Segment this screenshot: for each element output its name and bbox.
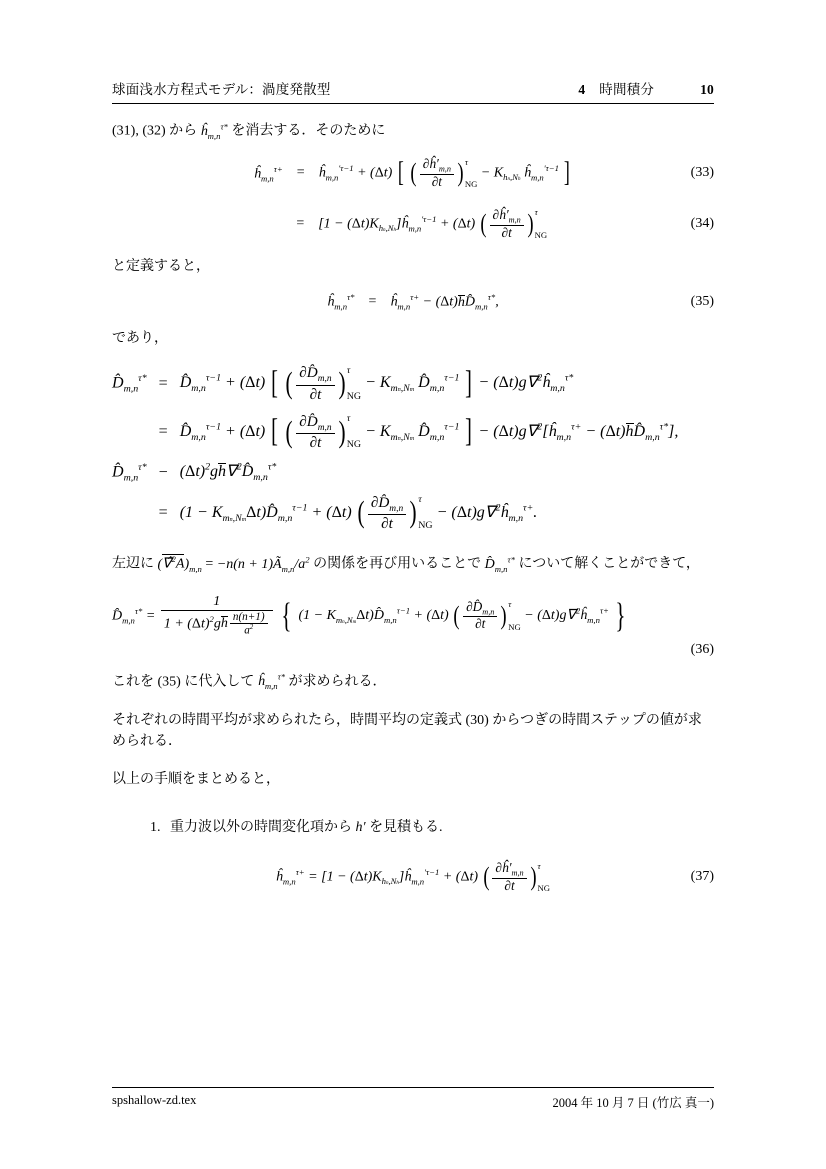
inline-math-hhat: $ĥ_{m,n}^{\tau*}$ — [200, 121, 228, 141]
equation-dhat-row4-relation: = — [158, 503, 168, 521]
equation-37-number: (37) — [690, 869, 714, 885]
equation-36 — [112, 594, 714, 638]
equation-35-lhs: $ĥ_{m,n}^{\tau*}$ — [327, 292, 355, 312]
equation-36-rhs: 1 $1 + (\Delta t)^2gh$ $\frac{n(n+1)}{a^2}$ { $(1 - K_{mn,Nm}\Delta t)D̂_{m,n}^{\tau-1} + (\Delta t)$ ( $\frac{\partial D̂_{m,n}}{\partial t}$ ) τ NG − $(\Delta t)g\nabla^2ĥ_{m,n}^{\tau+}$ } — [159, 594, 629, 638]
equation-block-dhat — [112, 359, 678, 537]
equation-33 — [112, 157, 714, 190]
paragraph-intro — [112, 120, 714, 143]
equation-dhat-row4 — [112, 489, 678, 538]
equation-dhat-row1-lhs: $D̂_{m,n}^{\tau*}$ — [112, 372, 147, 395]
page-footer — [112, 1087, 714, 1111]
paragraph-lhs-part2: = — [201, 556, 217, 572]
paragraph-summary-lead: 以上の手順をまとめると， — [112, 771, 280, 787]
equation-dhat-row1 — [112, 359, 678, 408]
equation-dhat-row2-relation: = — [158, 423, 168, 441]
inline-math-hprime: h′ — [355, 819, 366, 835]
equation-dhat-row4-rhs: $(1 - K_{mn,Nm}\Delta t)D̂_{m,n}^{\tau-1} + (\Delta t)$ ( $\frac{\partial D̂_{m,n}}{\partial t}$ ) τ NG − $(\Delta t)g\nabla^2ĥ_{m,n}^{\tau+}$. — [179, 493, 538, 533]
header-section-label: 時間積分 — [599, 82, 655, 97]
paragraph-time-average: それぞれの時間平均が求められたら，時間平均の定義式 (30) からつぎの時間ステップの値が求められる． — [112, 712, 702, 750]
equation-33-rhs: $ĥ_{m,n}^{'\tau-1} + (\Delta t)$ [ ( $\frac{\partial ĥ'_{m,n}}{\partial t}$ ) τ NG − $K_{hn,Nh}$ $ĥ_{m,n}^{'\tau-1}$ ] — [318, 155, 571, 190]
header-page-number: 10 — [700, 82, 714, 97]
paragraph-substitute-part2: が求められる． — [285, 674, 387, 690]
equation-dhat-row3-lhs: $D̂_{m,n}^{\tau*}$ — [112, 461, 147, 484]
procedure-step-1-text: 重力波以外の時間変化項から — [170, 819, 356, 835]
paragraph-substitute-part1: これを (35) に代入して — [112, 674, 258, 690]
paragraph-and: であり， — [112, 330, 168, 346]
equation-dhat-row3-rhs: $(\Delta t)^2gh\nabla^2D̂_{m,n}^{\tau*}$ — [179, 462, 277, 484]
equation-dhat-row1-rhs: $D̂_{m,n}^{\tau-1} + (\Delta t)$ [ ( $\frac{\partial D̂_{m,n}}{\partial t}$ ) τ NG − $K_{mn,Nm}$ $D̂_{m,n}^{\tau-1}$ ] − $(\Delta t)g\nabla^2ĥ_{m,n}^{\tau*}$ — [179, 364, 574, 403]
equation-block-33-34 — [112, 157, 714, 241]
paragraph-lhs-part4: について解くことができて， — [514, 556, 700, 572]
footer-filename: spshallow-zd.tex — [112, 1093, 197, 1107]
equation-dhat-row2 — [112, 408, 678, 457]
equation-34-number: (34) — [690, 216, 714, 232]
equation-block-36 — [112, 594, 714, 658]
equation-34-lhs — [279, 216, 297, 232]
equation-block-37 — [112, 861, 714, 894]
equation-35-rhs: $ĥ_{m,n}^{\tau+}$ − $(\Delta t)hD̂_{m,n}^{\tau*}$, — [390, 292, 499, 312]
equation-35-relation: = — [368, 293, 377, 309]
paragraph-lhs-part3: の関係を再び用いることで — [309, 556, 485, 572]
equation-block-35 — [112, 292, 714, 311]
equation-35 — [112, 292, 714, 311]
paragraph-intro-text: (31), (32) から — [112, 123, 201, 139]
footer-date-author: 2004 年 10 月 7 日 (竹広 真一) — [552, 1096, 714, 1110]
equation-dhat-row4-lhs — [112, 489, 159, 538]
inline-math-nabla-a: $(\nablâ^2A)_{m,n}$ — [157, 554, 202, 574]
equation-dhat-row2-rhs: $D̂_{m,n}^{\tau-1} + (\Delta t)$ [ ( $\frac{\partial D̂_{m,n}}{\partial t}$ ) τ NG − $K_{mn,Nm}$ $D̂_{m,n}^{\tau-1}$ ] − $(\Delta t)g\nabla^2[ĥ_{m,n}^{\tau+}$ − $(\Delta t)hD̂_{m,n}^{\tau*}$], — [179, 412, 679, 452]
procedure-list — [112, 817, 714, 839]
paragraph-define: と定義すると， — [112, 259, 210, 275]
equation-36-lhs: $D̂_{m,n}^{\tau*}$ = — [112, 606, 159, 626]
equation-33-relation: = — [296, 165, 305, 181]
header-section-number: 4 — [578, 82, 586, 97]
page-header — [112, 78, 714, 104]
equation-37 — [112, 861, 714, 894]
list-item — [164, 817, 714, 839]
header-title: 球面浅水方程式モデル：渦度発散型 — [112, 82, 331, 97]
procedure-step-1-text2: を見積もる. — [365, 819, 443, 835]
inline-math-hhat-tau-star: $ĥ_{m,n}^{\tau*}$ — [257, 671, 286, 692]
paragraph-substitute — [112, 671, 714, 694]
equation-33-lhs: $ĥ_{m,n}^{\tau+}$ — [253, 163, 283, 184]
equation-33-number: (33) — [690, 165, 714, 181]
equation-dhat-row3-relation: − — [158, 463, 168, 481]
equation-35-number: (35) — [690, 293, 714, 309]
equation-34-rhs: $[1 - (\Delta t)K_{hn,Nh}]ĥ_{m,n}^{'\tau-1} + (\Delta t)$ ( $\frac{\partial ĥ'_{m,n}}{\partial t}$ ) τ NG — [318, 206, 548, 241]
equation-dhat-row2-lhs — [112, 408, 159, 457]
paragraph-lhs-relation — [112, 553, 714, 576]
equation-34-relation: = — [296, 216, 305, 232]
equation-34 — [112, 208, 714, 241]
equation-37-body: $ĥ_{m,n}^{\tau+} = [1$ − $(\Delta t)K_{hn,Nh}]ĥ_{m,n}^{'\tau-1} + (\Delta t)$ ( $\frac{\partial ĥ'_{m,n}}{\partial t}$ ) τ NG — [275, 860, 551, 894]
paragraph-intro-text2: を消去する．そのために — [227, 123, 386, 139]
paragraph-lhs-part1: 左辺に — [112, 556, 158, 572]
equation-dhat-row1-relation: = — [158, 374, 168, 392]
equation-dhat-row3 — [112, 456, 678, 488]
equation-36-number: (36) — [690, 641, 714, 657]
inline-math-dhat: $D̂_{m,n}^{\tau*}$ — [484, 554, 515, 574]
inline-math-nn1: $-n(n + 1)Ã_{m,n}/a^2$ — [216, 554, 310, 574]
